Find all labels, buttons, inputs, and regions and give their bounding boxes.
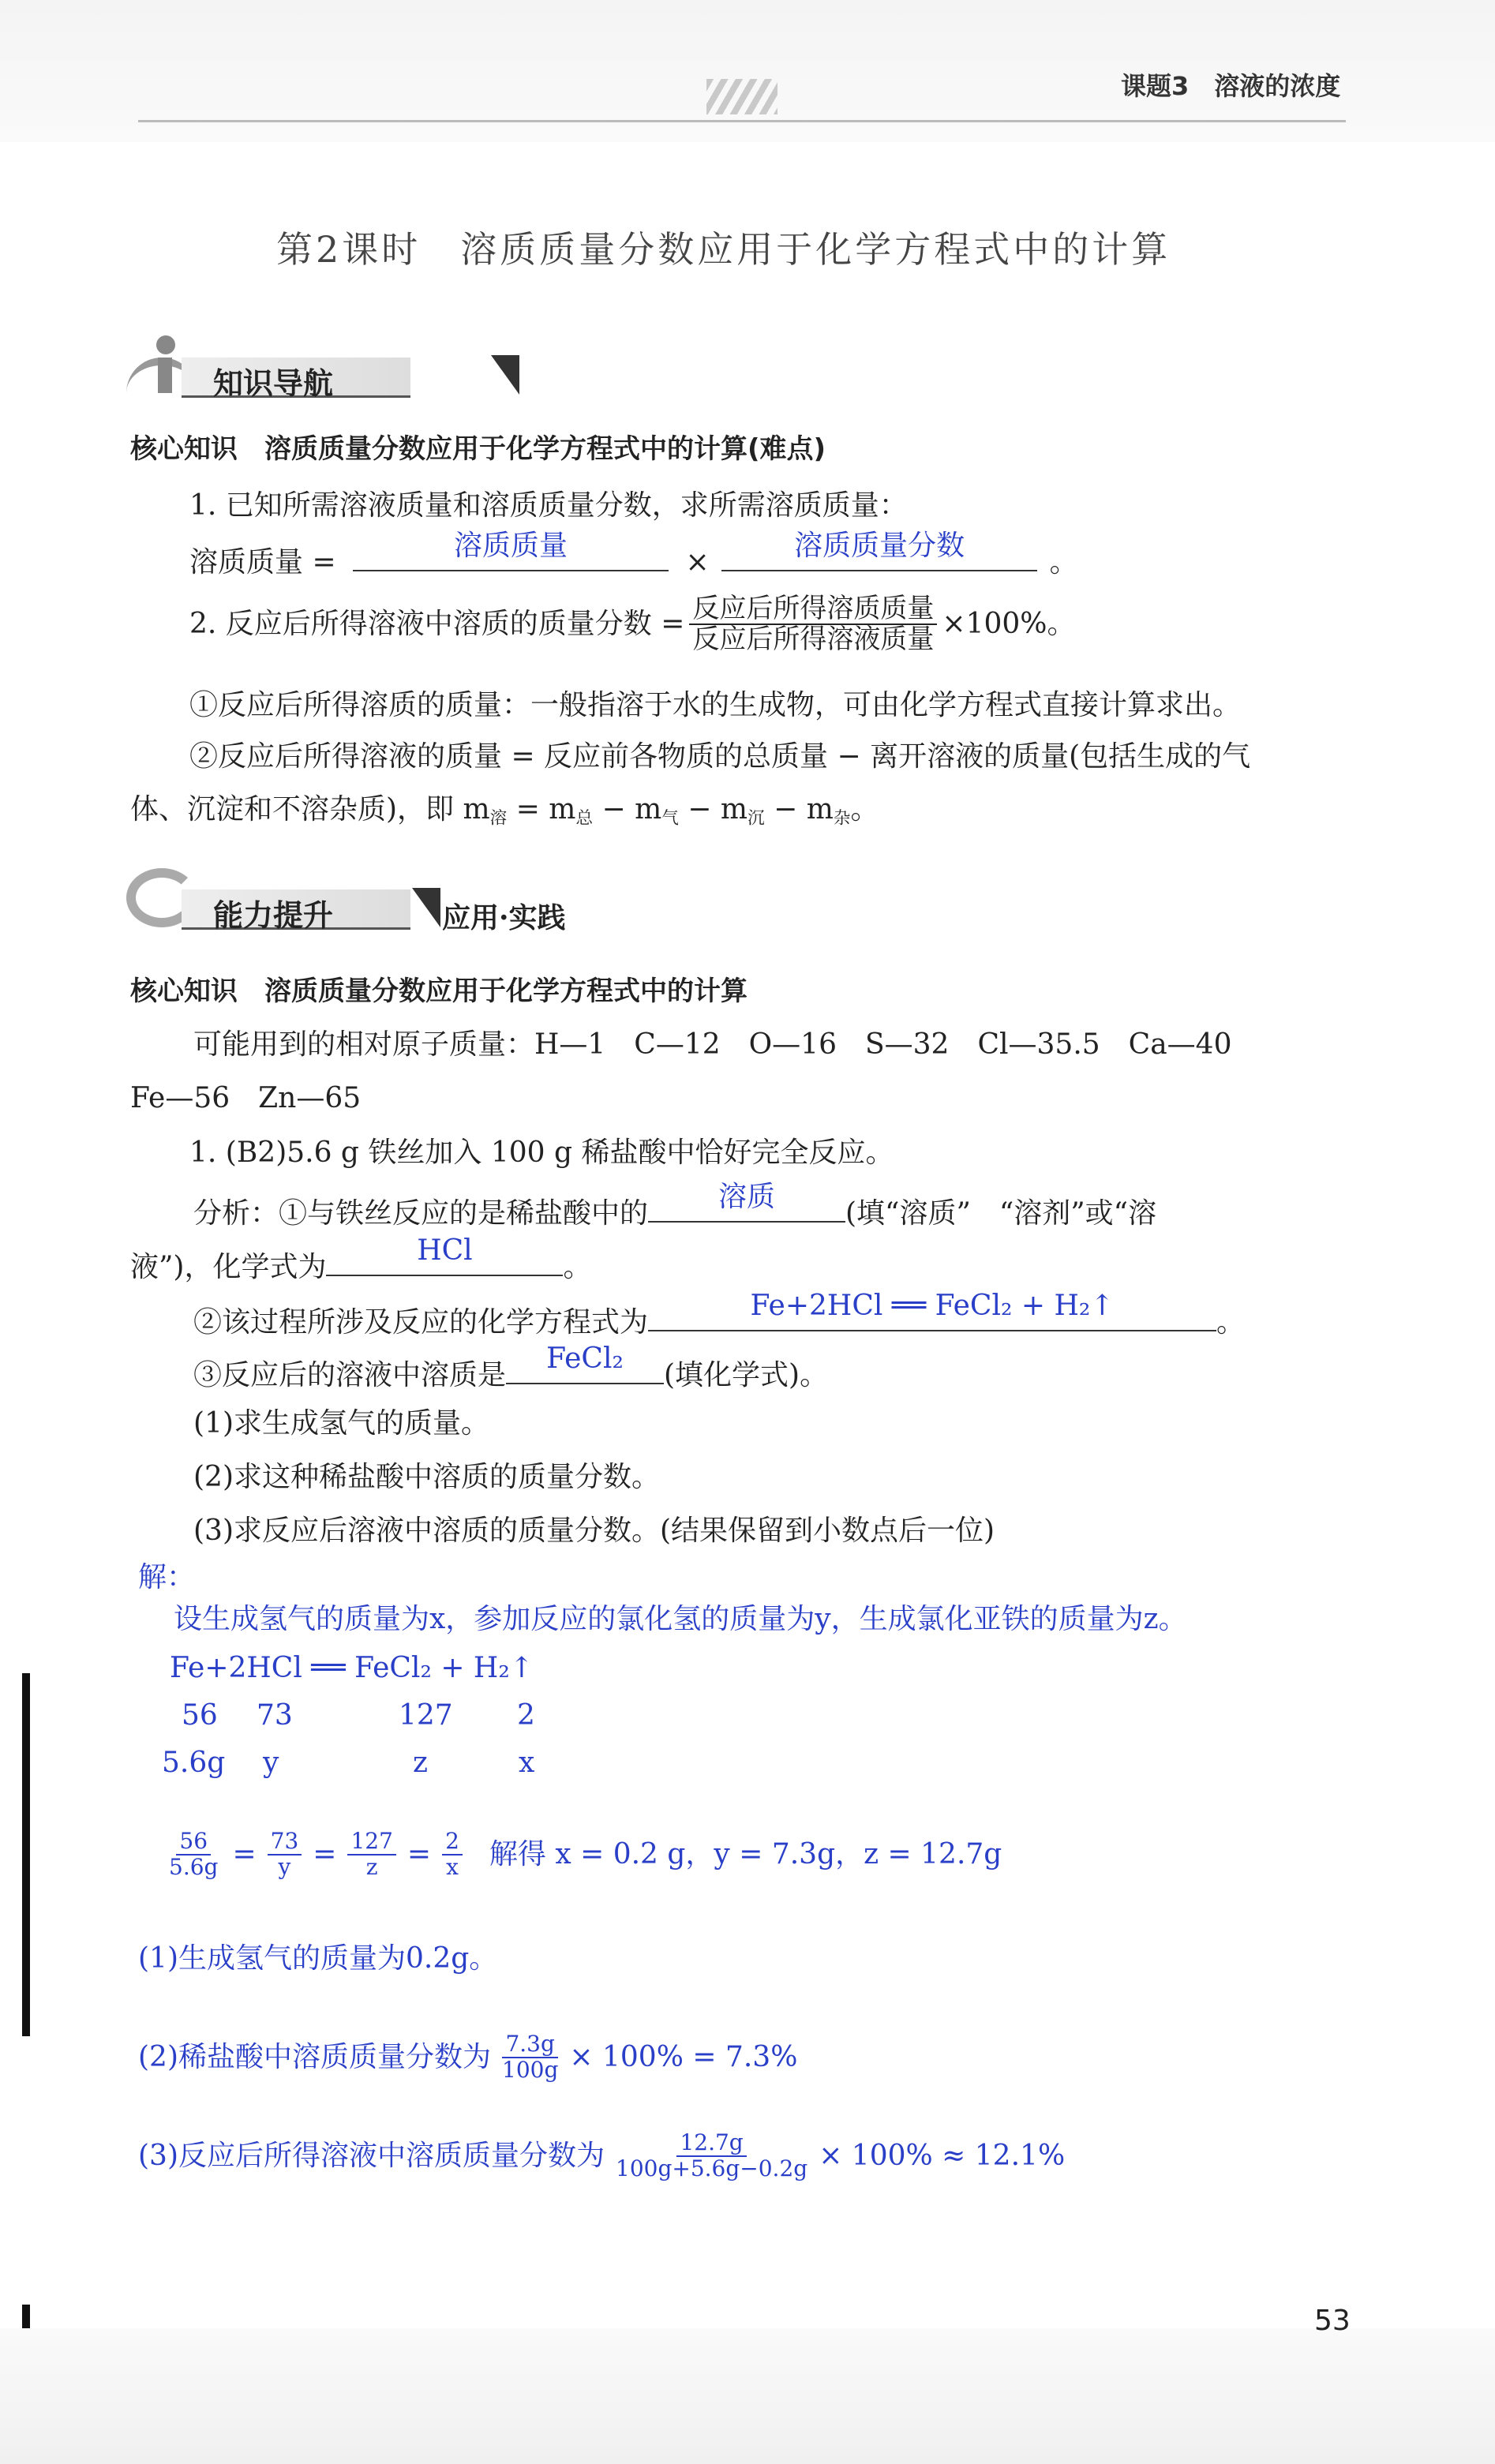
sub-total: 总 bbox=[575, 808, 594, 829]
formula-left: 溶质质量 = bbox=[189, 546, 336, 579]
answer-2-suffix: × 100% = 7.3% bbox=[569, 2040, 798, 2073]
analysis-line-1 bbox=[193, 1181, 1157, 1233]
mass-fe: 56 bbox=[182, 1699, 218, 1732]
analysis3-text: ③反应后的溶液中溶质是 bbox=[193, 1359, 507, 1391]
ratio-hcl-num: 73 bbox=[268, 1829, 302, 1855]
item2-denominator: 反应后所得溶液质量 bbox=[692, 623, 935, 656]
answer-2-prefix: (2)稀盐酸中溶质质量分数为 bbox=[138, 2040, 491, 2073]
ratio-fecl2 bbox=[347, 1829, 395, 1880]
item2-prefix: 2. 反应后所得溶液中溶质的质量分数 = bbox=[189, 608, 685, 641]
answer-2-den: 100g bbox=[502, 2056, 559, 2083]
knowledge-point-1: ①反应后所得溶质的质量：一般指溶于水的生成物，可由化学方程式直接计算求出。 bbox=[189, 689, 1242, 721]
value-h2: x bbox=[519, 1747, 535, 1779]
answer-2-num: 7.3g bbox=[502, 2032, 557, 2058]
answer-hcl: HCl bbox=[417, 1234, 473, 1267]
analysis-line-3 bbox=[193, 1290, 1246, 1342]
blank-formula bbox=[326, 1234, 563, 1276]
analysis-text-a: 分析：①与铁丝反应的是稀盐酸中的 bbox=[193, 1197, 649, 1230]
ratio-h2-den: x bbox=[446, 1853, 459, 1880]
point2-text: 体、沉淀和不溶杂质)，即 m bbox=[130, 793, 490, 826]
ratio-h2 bbox=[442, 1829, 463, 1880]
answer-3 bbox=[138, 2131, 1065, 2181]
analysis-text-b: (填“溶质” “溶剂”或“溶 bbox=[845, 1197, 1157, 1230]
answer-3-den: 100g+5.6g−0.2g bbox=[616, 2155, 808, 2181]
point2-end: 。 bbox=[850, 793, 879, 826]
section-banner-knowledge bbox=[126, 335, 410, 399]
sub-gas: 气 bbox=[661, 808, 679, 829]
section-banner-ability bbox=[126, 864, 568, 935]
sub-question-2: (2)求这种稀盐酸中溶质的质量分数。 bbox=[193, 1461, 660, 1493]
answer-equation: Fe+2HCl ══ FeCl₂ + H₂↑ bbox=[750, 1290, 1115, 1322]
header-title: 课题3 溶液的浓度 bbox=[1121, 71, 1341, 101]
sub-impurity: 杂 bbox=[833, 808, 851, 829]
value-hcl: y bbox=[263, 1747, 279, 1779]
item2-suffix: ×100%。 bbox=[942, 608, 1076, 641]
answer-solute: 溶质 bbox=[718, 1181, 776, 1213]
analysis3-end: (填化学式)。 bbox=[664, 1359, 829, 1391]
page-number: 53 bbox=[1314, 2305, 1351, 2337]
binding-mark-top bbox=[22, 1673, 30, 2036]
sub-solution: 溶 bbox=[489, 808, 508, 829]
sub-precipitate: 沉 bbox=[748, 808, 765, 829]
end-punct: 。 bbox=[1049, 546, 1078, 579]
ratio-fe-num: 56 bbox=[176, 1829, 211, 1855]
minus-1: − m bbox=[593, 793, 662, 826]
answer-solution-mass: 溶质质量 bbox=[454, 530, 568, 562]
times-sign: × bbox=[685, 546, 710, 579]
core-heading-2: 核心知识 溶质质量分数应用于化学方程式中的计算 bbox=[130, 975, 748, 1007]
ratio-eq-1: = bbox=[232, 1837, 257, 1870]
atomic-masses-line2: Fe—56 Zn—65 bbox=[130, 1082, 362, 1114]
ratio-result: 解得 x = 0.2 g，y = 7.3g，z = 12.7g bbox=[489, 1837, 1002, 1870]
ratio-h2-num: 2 bbox=[442, 1829, 463, 1855]
item2-fraction bbox=[689, 594, 937, 655]
ratio-hcl bbox=[268, 1829, 302, 1880]
footer-band bbox=[0, 2328, 1495, 2464]
answer-2-fraction bbox=[499, 2032, 561, 2083]
answer-fecl2: FeCl₂ bbox=[546, 1342, 624, 1375]
ratio-fe bbox=[166, 1829, 221, 1880]
analysis-line-2 bbox=[130, 1234, 592, 1286]
blank-mass-fraction bbox=[721, 530, 1037, 571]
ratio-equation bbox=[166, 1829, 1002, 1880]
analysis2-end: 。 bbox=[1216, 1306, 1246, 1339]
answer-3-fraction bbox=[613, 2131, 811, 2181]
minus-3: − m bbox=[764, 793, 834, 826]
blank-solute bbox=[648, 1181, 845, 1223]
solution-equation: Fe+2HCl ══ FeCl₂ + H₂↑ bbox=[170, 1652, 534, 1684]
header-rule bbox=[138, 120, 1346, 122]
section-label-ability: 能力提升 bbox=[213, 898, 334, 933]
analysis-text-d: 。 bbox=[563, 1251, 592, 1283]
minus-2: − m bbox=[678, 793, 748, 826]
answer-3-num: 12.7g bbox=[676, 2131, 746, 2157]
answer-3-suffix: × 100% ≈ 12.1% bbox=[819, 2139, 1066, 2172]
knowledge-point-2-line2 bbox=[130, 791, 879, 837]
atomic-masses-line1: 可能用到的相对原子质量：H—1 C—12 O—16 S—32 Cl—35.5 Ca—40 bbox=[193, 1028, 1232, 1061]
knowledge-item-2 bbox=[189, 594, 1076, 655]
mass-hcl: 73 bbox=[257, 1699, 293, 1732]
ratio-fecl2-num: 127 bbox=[347, 1829, 395, 1855]
answer-1: (1)生成氢气的质量为0.2g。 bbox=[138, 1942, 498, 1975]
formula-solute-mass bbox=[189, 530, 1078, 582]
ratio-fe-den: 5.6g bbox=[169, 1853, 219, 1880]
answer-3-prefix: (3)反应后所得溶液中溶质质量分数为 bbox=[138, 2139, 605, 2172]
section-label-knowledge: 知识导航 bbox=[213, 366, 334, 401]
lesson-title: 第2课时 溶质质量分数应用于化学方程式中的计算 bbox=[276, 228, 1171, 271]
section-subtitle: 应用·实践 bbox=[442, 901, 566, 934]
ratio-eq-3: = bbox=[407, 1837, 432, 1870]
value-fecl2: z bbox=[413, 1747, 428, 1779]
blank-solute-formula bbox=[506, 1342, 664, 1384]
mass-fecl2: 127 bbox=[399, 1699, 453, 1732]
solution-label: 解： bbox=[138, 1561, 196, 1593]
analysis2-text: ②该过程所涉及反应的化学方程式为 bbox=[193, 1306, 649, 1339]
sub-question-1: (1)求生成氢气的质量。 bbox=[193, 1407, 489, 1440]
knowledge-point-2-line1: ②反应后所得溶液的质量 = 反应前各物质的总质量 − 离开溶液的质量(包括生成的气 bbox=[189, 740, 1251, 773]
analysis-line-4 bbox=[193, 1342, 829, 1395]
ratio-fecl2-den: z bbox=[365, 1853, 378, 1880]
ratio-hcl-den: y bbox=[278, 1853, 291, 1880]
mass-h2: 2 bbox=[517, 1699, 535, 1732]
header-stripes-decoration bbox=[706, 79, 777, 114]
sub-question-3: (3)求反应后溶液中溶质的质量分数。(结果保留到小数点后一位) bbox=[193, 1515, 995, 1547]
answer-mass-fraction: 溶质质量分数 bbox=[794, 530, 965, 562]
ratio-eq-2: = bbox=[313, 1837, 337, 1870]
eq-sign: = m bbox=[507, 793, 576, 826]
blank-equation bbox=[648, 1290, 1216, 1331]
answer-2 bbox=[138, 2032, 797, 2083]
blank-solution-mass bbox=[353, 530, 669, 571]
analysis-text-c: 液”)，化学式为 bbox=[130, 1251, 327, 1283]
value-fe: 5.6g bbox=[162, 1747, 226, 1779]
question-1: 1. (B2)5.6 g 铁丝加入 100 g 稀盐酸中恰好完全反应。 bbox=[189, 1137, 894, 1169]
core-heading-1: 核心知识 溶质质量分数应用于化学方程式中的计算(难点) bbox=[130, 433, 826, 465]
solution-setup: 设生成氢气的质量为x，参加反应的氯化氢的质量为y，生成氯化亚铁的质量为z。 bbox=[174, 1603, 1187, 1635]
item2-numerator: 反应后所得溶质质量 bbox=[689, 594, 937, 625]
knowledge-item-1: 1. 已知所需溶液质量和溶质质量分数，求所需溶质质量： bbox=[189, 489, 908, 522]
